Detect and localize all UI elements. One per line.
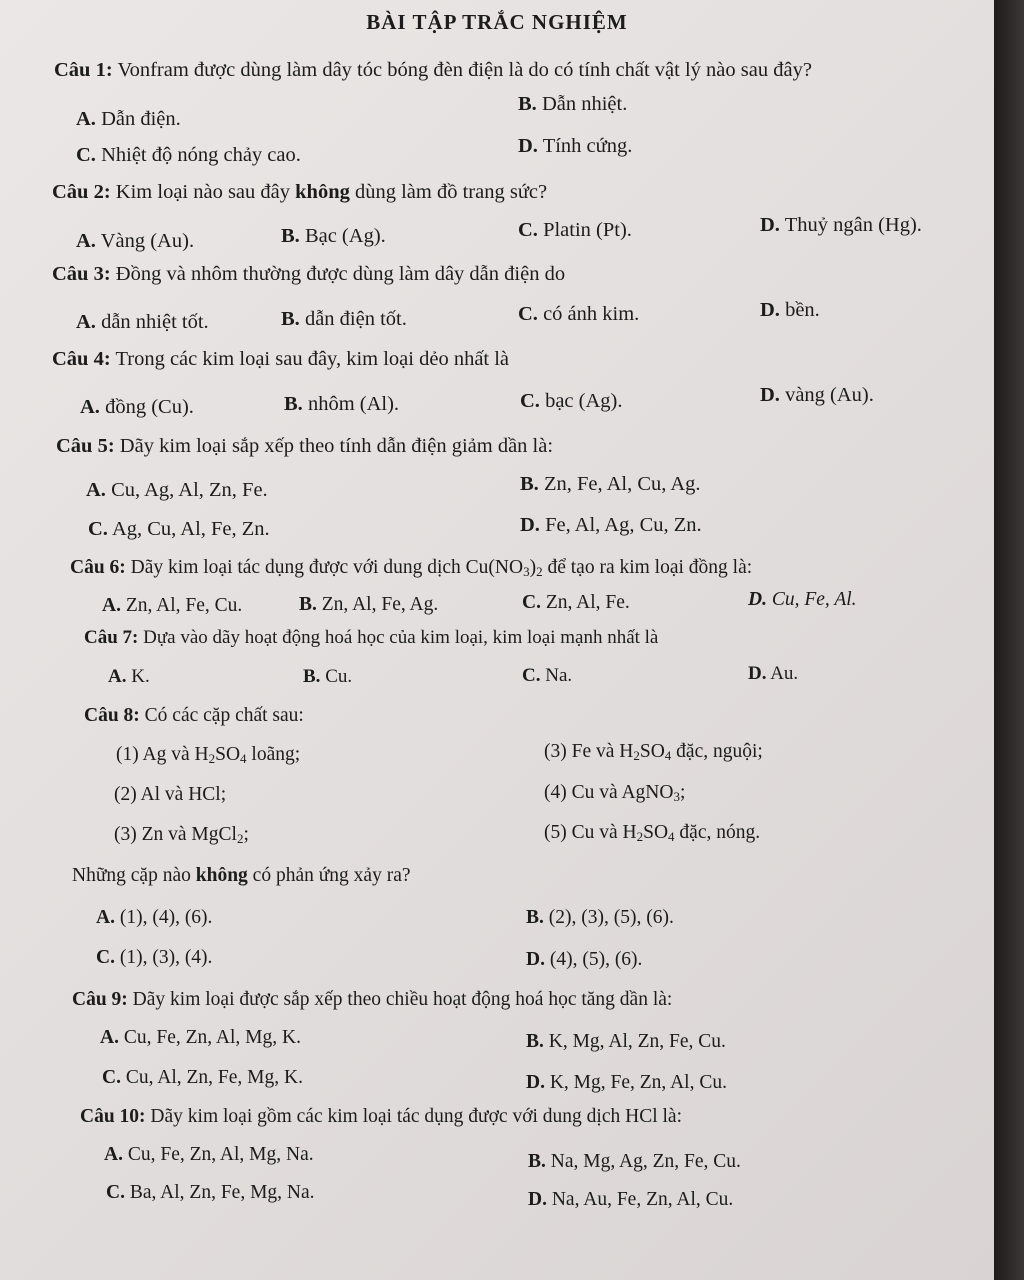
option-d: D. Tính cứng. xyxy=(518,135,633,157)
option-c: C. Nhiệt độ nóng chảy cao. xyxy=(76,144,301,166)
option-d: D. (4), (5), (6). xyxy=(526,949,643,970)
question-3: Câu 3: Đồng và nhôm thường được dùng làm dây dẫn điện do xyxy=(52,263,566,285)
option-b: B. Cu. xyxy=(303,666,353,687)
option-c: C. Na. xyxy=(522,665,573,686)
question-2: Câu 2: Kim loại nào sau đây không dùng làm đồ trang sức? xyxy=(52,181,548,203)
option-d: D. bền. xyxy=(760,299,820,321)
option-b: B. Zn, Al, Fe, Ag. xyxy=(299,594,439,615)
option-b: B. dẫn điện tốt. xyxy=(281,308,407,330)
option-b: B. K, Mg, Al, Zn, Fe, Cu. xyxy=(526,1031,726,1052)
option-d: D. Au. xyxy=(748,663,799,684)
pair-3-fe: (3) Fe và $H_2SO_4$ đặc, nguội; xyxy=(544,741,763,763)
option-a: A. Vàng (Au). xyxy=(76,230,195,252)
option-c: C. Ag, Cu, Al, Fe, Zn. xyxy=(88,518,270,540)
keyword-khong: không xyxy=(295,181,350,203)
option-a: A. Cu, Ag, Al, Zn, Fe. xyxy=(86,479,268,501)
option-b: B. Zn, Fe, Al, Cu, Ag. xyxy=(520,473,701,495)
option-c: C. Platin (Pt). xyxy=(518,219,632,241)
option-a: A. Dẫn điện. xyxy=(76,108,181,130)
option-a: A. K. xyxy=(108,666,150,687)
pair-4: (4) Cu và AgNO$_3$; xyxy=(544,782,686,804)
question-8-prompt: Những cặp nào không có phản ứng xảy ra? xyxy=(72,865,411,886)
option-d: D. Na, Au, Fe, Zn, Al, Cu. xyxy=(528,1189,734,1210)
option-c: C. Cu, Al, Zn, Fe, Mg, K. xyxy=(102,1067,303,1088)
option-a: A. Cu, Fe, Zn, Al, Mg, Na. xyxy=(104,1144,314,1165)
question-5: Câu 5: Dãy kim loại sắp xếp theo tính dẫn điện giảm dần là: xyxy=(56,435,554,457)
question-text: Vonfram được dùng làm dây tóc bóng đèn điện là do có tính chất vật lý nào sau đây? xyxy=(117,59,812,81)
option-c: C. có ánh kim. xyxy=(518,303,640,325)
option-c: C. Zn, Al, Fe. xyxy=(522,592,630,613)
option-b: B. Dẫn nhiệt. xyxy=(518,93,628,115)
option-d: D. K, Mg, Fe, Zn, Al, Cu. xyxy=(526,1072,727,1093)
pair-5: (5) Cu và $H_2SO_4$ đặc, nóng. xyxy=(544,822,761,844)
option-a: A. đồng (Cu). xyxy=(80,396,194,418)
option-b: B. Bạc (Ag). xyxy=(281,225,386,247)
pair-3-zn: (3) Zn và MgCl$_2$; xyxy=(114,824,249,846)
option-c: C. bạc (Ag). xyxy=(520,390,623,412)
question-number: Câu 2: xyxy=(52,181,111,203)
question-9: Câu 9: Dãy kim loại được sắp xếp theo chiều hoạt động hoá học tăng dần là: xyxy=(72,989,673,1010)
option-b: B. (2), (3), (5), (6). xyxy=(526,907,674,928)
option-d: D. Thuỷ ngân (Hg). xyxy=(760,214,922,236)
question-10: Câu 10: Dãy kim loại gồm các kim loại tác dụng được với dung dịch HCl là: xyxy=(80,1106,683,1127)
option-a: A. dẫn nhiệt tốt. xyxy=(76,311,209,333)
option-a: A. Cu, Fe, Zn, Al, Mg, K. xyxy=(100,1027,301,1048)
option-c: C. Ba, Al, Zn, Fe, Mg, Na. xyxy=(106,1182,315,1203)
option-b: B. Na, Mg, Ag, Zn, Fe, Cu. xyxy=(528,1151,741,1172)
background-edge xyxy=(994,0,1024,1280)
question-8: Câu 8: Có các cặp chất sau: xyxy=(84,705,304,726)
option-b: B. nhôm (Al). xyxy=(284,393,400,415)
option-a: A. (1), (4), (6). xyxy=(96,907,213,928)
option-a: A. Zn, Al, Fe, Cu. xyxy=(102,595,243,616)
question-6: Câu 6: Dãy kim loại tác dụng được với dung dịch $Cu(NO_3)_2$ để tạo ra kim loại đồng là: xyxy=(70,557,753,579)
pair-2: (2) Al và HCl; xyxy=(114,784,227,805)
page-title: BÀI TẬP TRẮC NGHIỆM xyxy=(366,10,628,34)
question-4: Câu 4: Trong các kim loại sau đây, kim loại dẻo nhất là xyxy=(52,348,510,370)
question-7: Câu 7: Dựa vào dãy hoạt động hoá học của kim loại, kim loại mạnh nhất là xyxy=(84,627,659,648)
option-d: D. vàng (Au). xyxy=(760,384,874,406)
question-1 xyxy=(54,58,812,82)
keyword-khong: không xyxy=(195,865,248,886)
option-d: D. Cu, Fe, Al. xyxy=(748,589,857,610)
pair-1: (1) Ag và $H_2SO_4$ loãng; xyxy=(116,744,301,766)
option-d: D. Fe, Al, Ag, Cu, Zn. xyxy=(520,514,702,536)
option-c: C. (1), (3), (4). xyxy=(96,947,213,968)
question-number: Câu 1: xyxy=(54,59,113,81)
